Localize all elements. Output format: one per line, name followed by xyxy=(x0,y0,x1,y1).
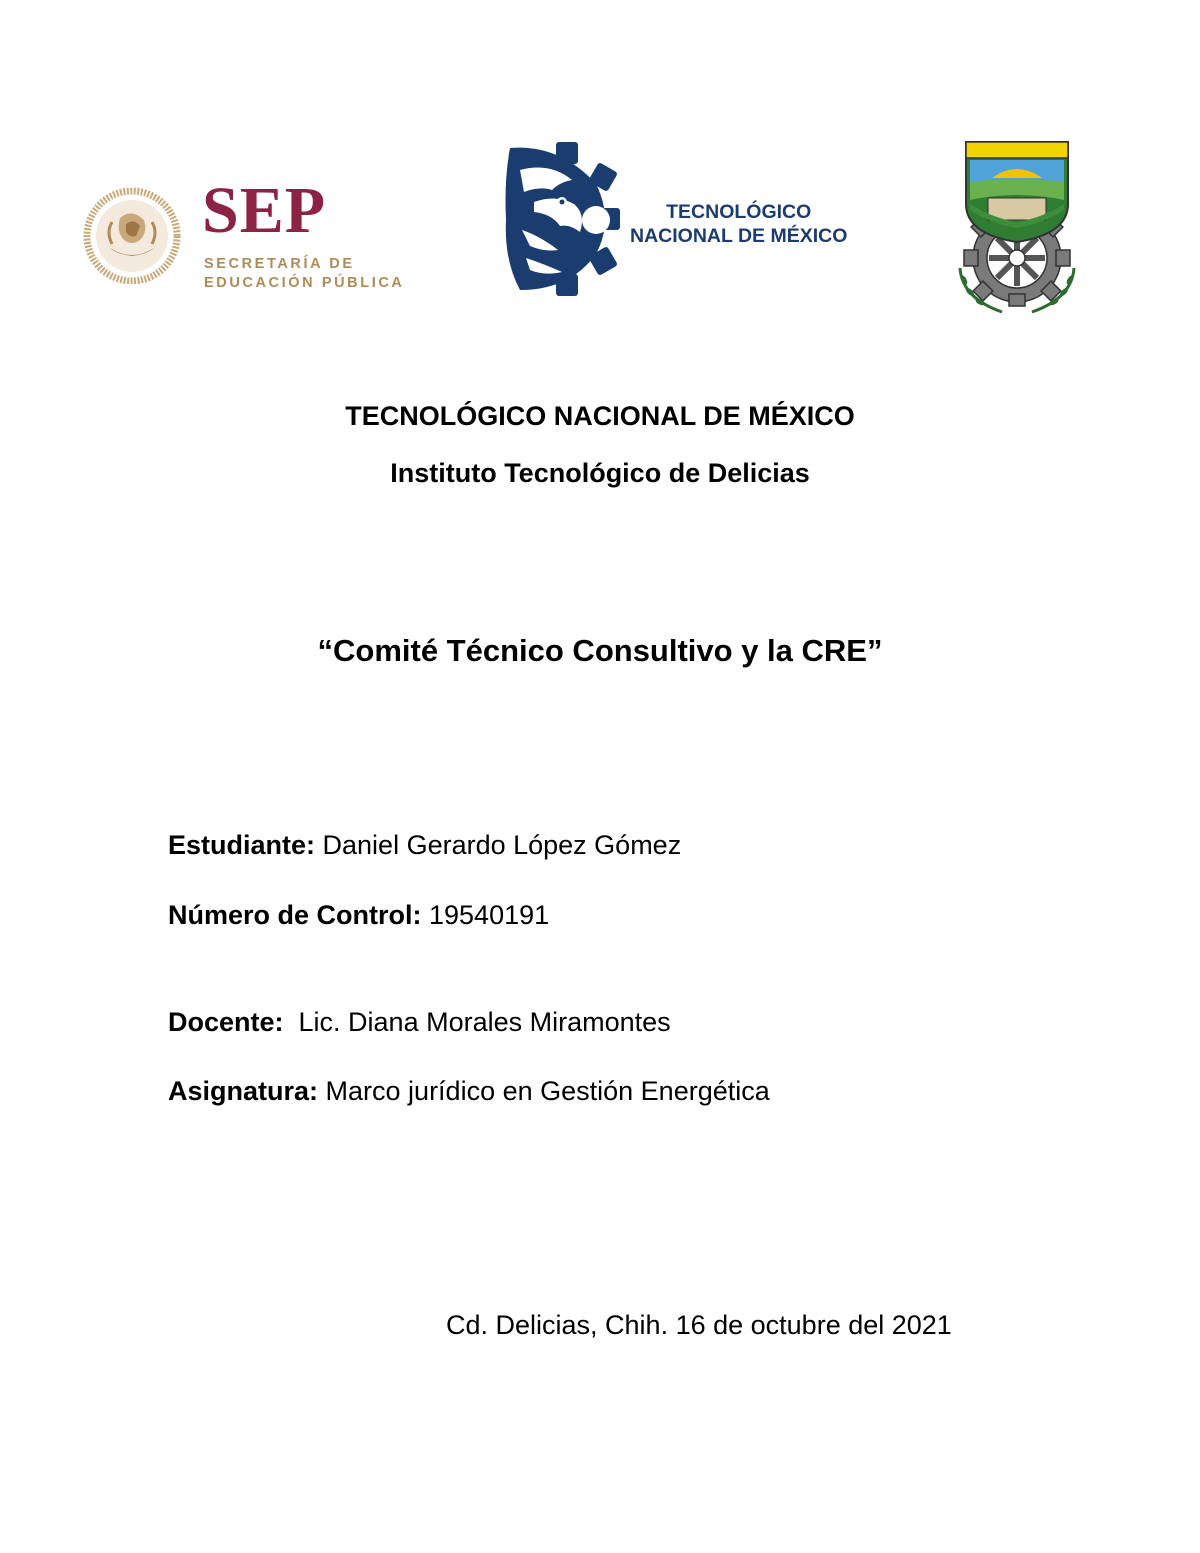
control-number-label: Número de Control: xyxy=(168,900,422,930)
student-label: Estudiante: xyxy=(168,830,316,860)
sep-subtitle-line2: EDUCACIÓN PÚBLICA xyxy=(204,275,405,291)
mexico-coat-of-arms-seal xyxy=(82,188,182,284)
sep-subtitle xyxy=(204,255,404,293)
student-value: Daniel Gerardo López Gómez xyxy=(315,830,682,860)
subject-field xyxy=(168,1076,770,1107)
place-and-date: Cd. Delicias, Chih. 16 de octubre del 2021 xyxy=(446,1310,952,1340)
tecnm-logo-line1: TECNOLÓGICO xyxy=(666,201,812,223)
tecnm-gear-eagle-logo xyxy=(500,140,620,298)
subject-value: Marco jurídico en Gestión Energética xyxy=(318,1076,770,1106)
teacher-label: Docente: xyxy=(168,1007,284,1037)
teacher-value: Lic. Diana Morales Miramontes xyxy=(283,1007,671,1037)
teacher-field xyxy=(168,1007,671,1038)
institution-name: TECNOLÓGICO NACIONAL DE MÉXICO xyxy=(345,401,855,431)
control-number-value: 19540191 xyxy=(421,900,550,930)
tecnm-logo-line2: NACIONAL DE MÉXICO xyxy=(630,225,848,247)
sep-subtitle-line1: SECRETARÍA DE xyxy=(204,256,355,272)
student-field xyxy=(168,830,681,861)
itd-delicias-shield-logo xyxy=(952,138,1082,318)
subject-label: Asignatura: xyxy=(168,1076,319,1106)
document-title: “Comité Técnico Consultivo y la CRE” xyxy=(317,633,883,668)
sep-wordmark: SEP xyxy=(202,174,327,247)
control-number-field xyxy=(168,900,549,931)
tecnm-logo-text xyxy=(630,200,847,248)
campus-name: Instituto Tecnológico de Delicias xyxy=(390,458,810,488)
